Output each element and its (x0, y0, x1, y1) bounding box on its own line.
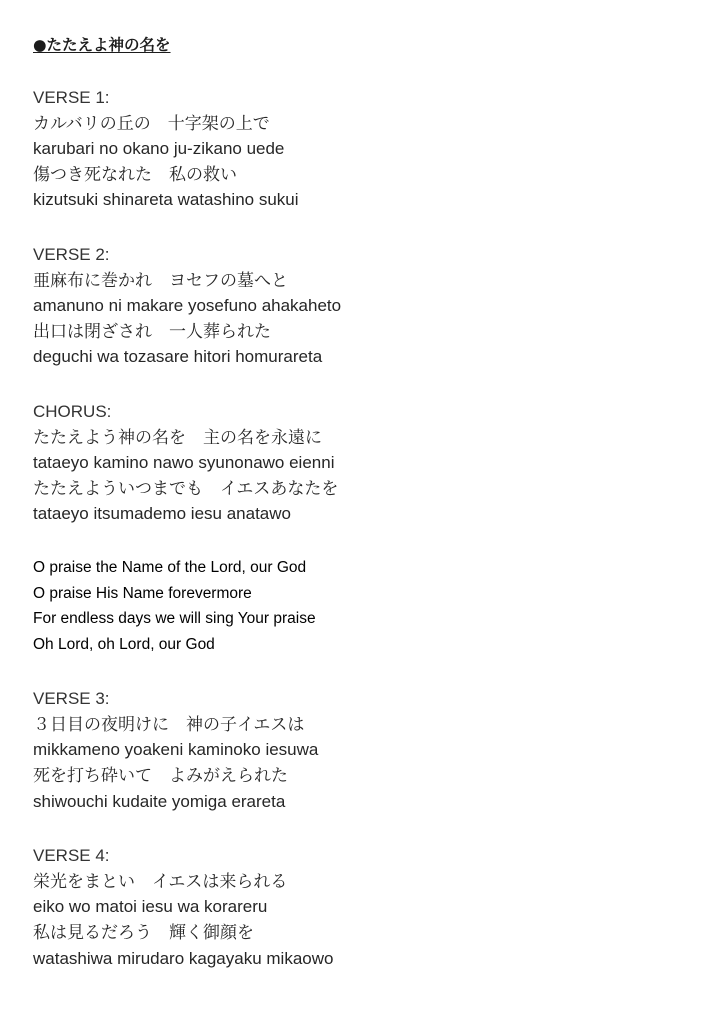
section-heading: VERSE 4: (33, 846, 110, 866)
lyrics-document (33, 34, 693, 971)
section-heading: VERSE 3: (33, 689, 110, 709)
section-heading: VERSE 1: (33, 88, 110, 107)
lyric-line: たたえよういつまでも イエスあなたを (33, 478, 339, 498)
lyric-line: カルバリの丘の 十字架の上で (33, 113, 270, 133)
verse-2 (33, 242, 693, 370)
lyric-line: shiwouchi kudaite yomiga erareta (33, 791, 286, 811)
verse-4 (33, 843, 693, 971)
chorus (33, 399, 693, 527)
lyric-line: tataeyo itsumademo iesu anatawo (33, 504, 291, 524)
lyric-line: O praise the Name of the Lord, our God (33, 558, 307, 576)
lyric-line: mikkameno yoakeni kaminoko iesuwa (33, 740, 319, 760)
lyric-line: 出口は閉ざされ 一人葬られた (33, 321, 271, 341)
lyric-line: watashiwa mirudaro kagayaku mikaowo (33, 948, 334, 968)
lyric-line: 私は見るだろう 輝く御顔を (33, 923, 254, 943)
lyric-line: deguchi wa tozasare hitori homurareta (33, 347, 323, 367)
lyric-line: 傷つき死なれた 私の救い (33, 164, 237, 184)
lyric-line: ３日目の夜明けに 神の子イエスは (33, 714, 305, 734)
lyric-line: amanuno ni makare yosefuno ahakaheto (33, 296, 342, 316)
song-title: ●たたえよ神の名を (33, 36, 171, 54)
section-heading: VERSE 2: (33, 244, 110, 264)
lyric-line: eiko wo matoi iesu wa korareru (33, 897, 268, 917)
verse-3 (33, 686, 693, 814)
chorus-english (33, 555, 693, 657)
lyric-line: O praise His Name forevermore (33, 584, 252, 602)
lyric-line: tataeyo kamino nawo syunonawo eienni (33, 453, 335, 473)
lyric-line: kizutsuki shinareta watashino sukui (33, 190, 299, 210)
lyric-line: For endless days we will sing Your praise (33, 610, 316, 628)
lyric-line: たたえよう神の名を 主の名を永遠に (33, 427, 322, 447)
section-heading: CHORUS: (33, 401, 112, 421)
lyric-line: 栄光をまとい イエスは来られる (33, 871, 288, 891)
verse-1 (33, 85, 693, 213)
lyric-line: 亜麻布に巻かれ ヨセフの墓へと (33, 270, 288, 290)
lyric-line: 死を打ち砕いて よみがえられた (33, 766, 288, 786)
lyric-line: Oh Lord, oh Lord, our God (33, 635, 215, 653)
lyric-line: karubari no okano ju-zikano uede (33, 139, 285, 159)
